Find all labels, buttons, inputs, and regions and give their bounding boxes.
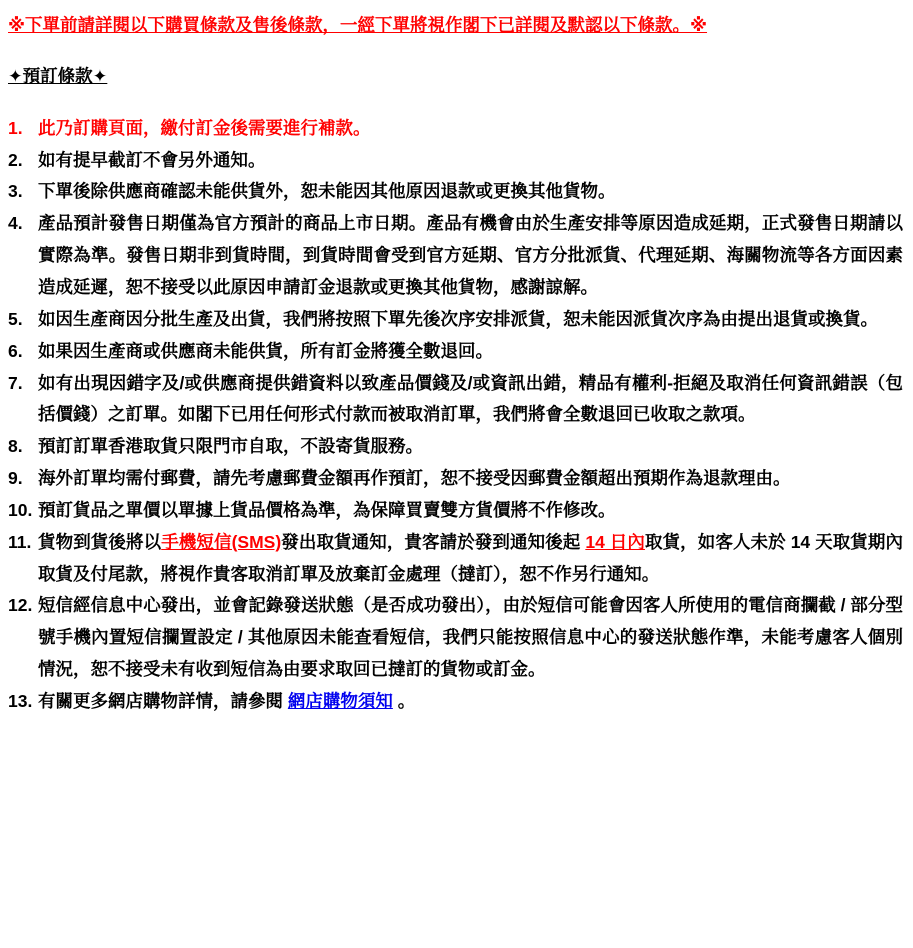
- term-text-segment: 發出取貨通知，貴客請於發到通知後起: [281, 531, 586, 552]
- term-text: [38, 304, 903, 336]
- term-text-red-underline: 手機短信(SMS): [161, 531, 282, 552]
- term-text: [38, 368, 903, 432]
- page-title: ※下單前請詳閱以下購買條款及售後條款，一經下單將視作閣下已詳閱及默認以下條款。※: [8, 15, 708, 35]
- term-text-segment: 貨物到貨後將以: [38, 531, 162, 552]
- term-text: [38, 495, 903, 527]
- term-number: 6.: [8, 340, 23, 361]
- term-text-segment: 。: [392, 690, 416, 711]
- term-item-3: [8, 176, 903, 208]
- section-header-preorder-terms: ✦預訂條款✦: [8, 66, 108, 87]
- term-number: 2.: [8, 149, 23, 170]
- term-item-9: [8, 463, 903, 495]
- term-text: [38, 431, 903, 463]
- term-text-segment: 產品預計發售日期僅為官方預計的商品上市日期。產品有機會由於生產安排等原因造成延期，正式發售日期請以實際為準。發售日期非到貨時間，到貨時間會受到官方延期、官方分批派貨、代理延期、海關物流等各方面因素造成延遲，恕不接受以此原因申請訂金退款或更換其他貨物，感謝諒解。: [38, 213, 903, 297]
- term-text-segment: 取貨，如客人未於 14 天取貨期內取貨及付尾款，將視作貴客取消訂單及放棄訂金處理（撻訂），恕不作另行通知。: [38, 531, 904, 584]
- term-item-7: [8, 368, 903, 432]
- term-text: [38, 590, 903, 686]
- term-text: [38, 686, 903, 718]
- term-item-11: [8, 527, 903, 591]
- term-item-1: [8, 113, 903, 145]
- term-number: 3.: [8, 181, 23, 202]
- term-text: [38, 176, 903, 208]
- term-text: [38, 208, 903, 304]
- term-number: 13.: [8, 690, 33, 711]
- term-text-segment: 有關更多網店購物詳情，請參閱: [38, 690, 288, 711]
- term-text-segment: 海外訂單均需付郵費，請先考慮郵費金額再作預訂，恕不接受因郵費金額超出預期作為退款理由。: [38, 468, 791, 489]
- term-text-segment: 下單後除供應商確認未能供貨外，恕未能因其他原因退款或更換其他貨物。: [38, 181, 616, 202]
- term-text: [38, 463, 903, 495]
- term-text-segment: 如有提早截訂不會另外通知。: [38, 149, 266, 170]
- terms-list: [8, 113, 903, 718]
- term-text: [38, 145, 903, 177]
- term-text-red-underline: 14 日內: [585, 531, 645, 552]
- term-item-8: [8, 431, 903, 463]
- term-text-segment: 如果因生產商或供應商未能供貨，所有訂金將獲全數退回。: [38, 340, 493, 361]
- term-number: 9.: [8, 468, 23, 489]
- term-text-segment: 短信經信息中心發出，並會記錄發送狀態（是否成功發出），由於短信可能會因客人所使用的電信商攔截 / 部分型號手機內置短信攔置設定 / 其他原因未能查看短信，我們只能按照信息中心的發送狀態作準，未能考慮客人個別情況，恕不接受未有收到短信為由要求取回已撻訂的貨物或訂金。: [38, 595, 903, 680]
- term-item-6: [8, 336, 903, 368]
- term-item-5: [8, 304, 903, 336]
- term-text-red: 此乃訂購頁面，繳付訂金後需要進行補款。: [38, 117, 371, 138]
- term-text: [38, 113, 903, 145]
- term-number: 11.: [8, 531, 32, 552]
- term-item-10: [8, 495, 903, 527]
- term-text-segment: 預訂貨品之單價以單據上貨品價格為準，為保障買賣雙方貨價將不作修改。: [38, 499, 616, 520]
- term-text: [38, 336, 903, 368]
- term-item-13: [8, 686, 903, 718]
- term-number: 5.: [8, 308, 23, 329]
- store-shopping-guide-link[interactable]: 網店購物須知: [287, 690, 393, 711]
- term-item-12: [8, 590, 903, 686]
- term-number: 1.: [8, 117, 23, 138]
- term-text-segment: 如有出現因錯字及/或供應商提供錯資料以致產品價錢及/或資訊出錯，精品有權利-拒絕及取消任何資訊錯誤（包括價錢）之訂單。如閣下已用任何形式付款而被取消訂單，我們將會全數退回已收取之款項。: [38, 372, 903, 425]
- term-text-segment: 預訂訂單香港取貨只限門市自取，不設寄貨服務。: [38, 436, 423, 457]
- term-item-4: [8, 208, 903, 304]
- term-number: 4.: [8, 213, 23, 234]
- term-number: 12.: [8, 595, 33, 616]
- term-text-segment: 如因生產商因分批生產及出貨，我們將按照下單先後次序安排派貨，恕未能因派貨次序為由提出退貨或換貨。: [38, 308, 878, 329]
- term-number: 7.: [8, 372, 23, 393]
- term-item-2: [8, 145, 903, 177]
- term-text: [38, 527, 903, 591]
- term-number: 10.: [8, 499, 33, 520]
- term-number: 8.: [8, 436, 23, 457]
